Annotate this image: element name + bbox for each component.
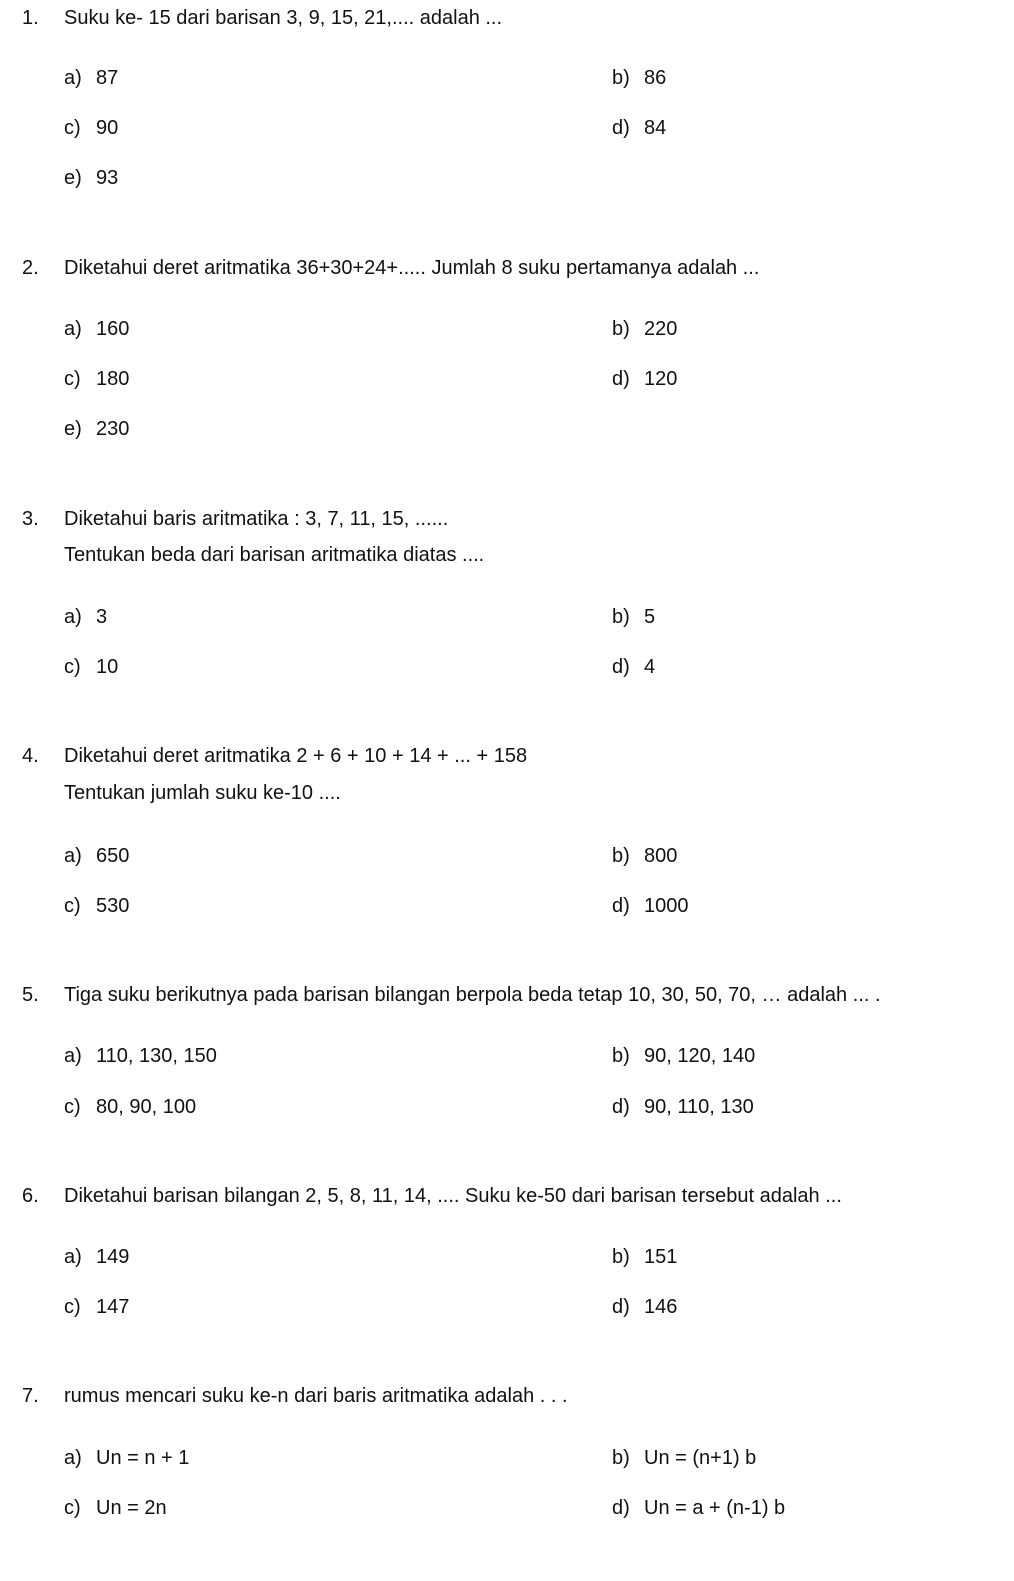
option-d[interactable]: d) 4: [612, 656, 656, 678]
option-d[interactable]: d) 90, 110, 130: [612, 1096, 754, 1118]
option-d[interactable]: d) 84: [612, 117, 667, 139]
question-number: 3.: [22, 508, 39, 530]
question-number: 2.: [22, 257, 39, 279]
option-c[interactable]: c) 147: [64, 1296, 130, 1318]
option-d[interactable]: d) Un = a + (n-1) b: [612, 1497, 786, 1519]
question-number: 5.: [22, 984, 39, 1006]
option-b[interactable]: b) Un = (n+1) b: [612, 1447, 757, 1469]
option-b[interactable]: b) 800: [612, 845, 678, 867]
option-d[interactable]: d) 146: [612, 1296, 678, 1318]
question-number: 6.: [22, 1185, 39, 1207]
question-text: rumus mencari suku ke-n dari baris aritmatika adalah . . .: [64, 1385, 568, 1407]
option-a[interactable]: a) 160: [64, 318, 130, 340]
option-c[interactable]: c) 80, 90, 100: [64, 1096, 197, 1118]
option-e[interactable]: e) 230: [64, 418, 130, 440]
question-number: 4.: [22, 745, 39, 767]
option-e[interactable]: e) 93: [64, 167, 119, 189]
option-b[interactable]: b) 151: [612, 1246, 678, 1268]
option-c[interactable]: c) 90: [64, 117, 119, 139]
question-text: Diketahui deret aritmatika 36+30+24+..... Jumlah 8 suku pertamanya adalah ...: [64, 257, 760, 279]
option-a[interactable]: a) 650: [64, 845, 130, 867]
option-a[interactable]: a) 149: [64, 1246, 130, 1268]
question-text-line-2: Tentukan jumlah suku ke-10 ....: [64, 782, 341, 804]
option-b[interactable]: b) 90, 120, 140: [612, 1045, 756, 1067]
question-text: Diketahui baris aritmatika : 3, 7, 11, 15, ......: [64, 508, 449, 530]
question-number: 1.: [22, 7, 39, 29]
option-a[interactable]: a) 87: [64, 67, 119, 89]
option-c[interactable]: c) 530: [64, 895, 130, 917]
option-c[interactable]: c) 10: [64, 656, 119, 678]
question-number: 7.: [22, 1385, 39, 1407]
option-b[interactable]: b) 5: [612, 606, 656, 628]
option-a[interactable]: a) 110, 130, 150: [64, 1045, 217, 1067]
option-d[interactable]: d) 1000: [612, 895, 689, 917]
option-b[interactable]: b) 86: [612, 67, 667, 89]
option-c[interactable]: c) 180: [64, 368, 130, 390]
question-text: Diketahui deret aritmatika 2 + 6 + 10 + 14 + ... + 158: [64, 745, 528, 767]
question-text: Suku ke- 15 dari barisan 3, 9, 15, 21,.... adalah ...: [64, 7, 503, 29]
option-d[interactable]: d) 120: [612, 368, 678, 390]
option-c[interactable]: c) Un = 2n: [64, 1497, 167, 1519]
option-a[interactable]: a) 3: [64, 606, 108, 628]
question-text: Tiga suku berikutnya pada barisan bilangan berpola beda tetap 10, 30, 50, 70, … adalah ... .: [64, 984, 881, 1006]
option-b[interactable]: b) 220: [612, 318, 678, 340]
question-text: Diketahui barisan bilangan 2, 5, 8, 11, 14, .... Suku ke-50 dari barisan tersebut adalah ...: [64, 1185, 842, 1207]
option-a[interactable]: a) Un = n + 1: [64, 1447, 190, 1469]
question-text-line-2: Tentukan beda dari barisan aritmatika diatas ....: [64, 544, 485, 566]
